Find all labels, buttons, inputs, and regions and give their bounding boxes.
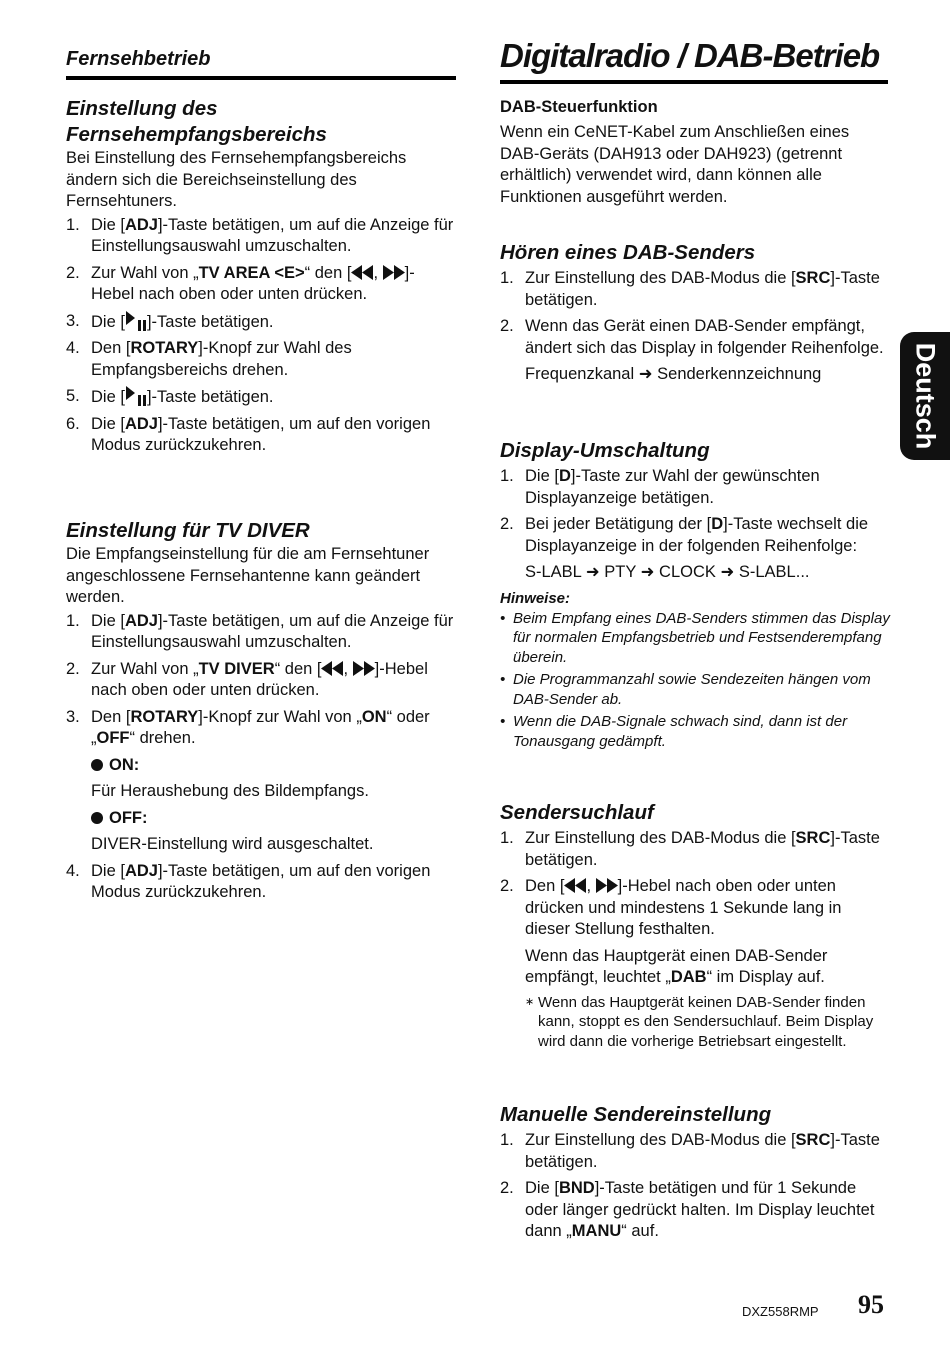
steps-list [66, 611, 456, 904]
key-label: ROTARY [130, 339, 199, 357]
step-number: 2. [500, 317, 514, 335]
section-heading: Einstellung für TV DIVER [66, 519, 310, 542]
step-number: 2. [500, 515, 514, 533]
note-item [500, 670, 890, 709]
text: Wenn das Hauptgerät einen DAB-Sender empfängt, leuchtet „ [525, 946, 828, 986]
step-number: 2. [66, 659, 80, 678]
steps-list [500, 1130, 890, 1243]
option-label: ON: [109, 755, 140, 774]
list-item [66, 386, 456, 409]
page-number: 95 [858, 1290, 884, 1319]
text: ]-Hebel nach oben oder unten drücken. [91, 659, 428, 699]
text: Zur Wahl von „ [91, 659, 199, 678]
bullet: • [500, 609, 506, 627]
text: ]-Taste betätigen. [525, 269, 880, 309]
text: ]-Knopf zur Wahl von „ [198, 707, 362, 726]
key-label: SRC [795, 829, 831, 847]
model-number: DXZ558RMP [742, 1304, 819, 1319]
section-intro: Wenn ein CeNET-Kabel zum Anschließen eines DAB-Geräts (DAH913 oder DAH923) (getrennt erhältlich) verwendet wird, dann können alle Funktionen ausgeführt werden. [500, 123, 850, 206]
section-manual-tuning [500, 1102, 890, 1248]
language-tab-label: Deutsch [910, 342, 941, 450]
text: Bei jeder Betätigung der [ [525, 515, 712, 533]
section-tv-diver [66, 518, 456, 909]
list-item [66, 338, 456, 381]
text: “ den [ [274, 659, 322, 678]
subsection-title: DAB-Steuerfunktion [500, 98, 658, 116]
section-intro: Die Empfangseinstellung für die am Fernsehtuner angeschlossene Fernsehantenne kann geändert werden. [66, 545, 430, 606]
text: ]-Taste betätigen. [525, 1131, 880, 1171]
step-number: 1. [500, 1131, 514, 1149]
step-number: 1. [66, 215, 80, 234]
rewind-icon [564, 878, 586, 893]
step-number: 2. [500, 1179, 514, 1197]
list-item [500, 1178, 890, 1243]
display-sequence: S-LABL ➜ PTY ➜ CLOCK ➜ S-LABL... [525, 563, 810, 581]
note-text: Beim Empfang eines DAB-Senders stimmen das Display für normalen Empfangsbetrieb und Festsenderempfang überein. [513, 609, 890, 666]
steps-list [500, 466, 890, 584]
step-number: 4. [66, 861, 80, 880]
key-label: ADJ [124, 611, 158, 630]
bullet: • [500, 713, 506, 730]
text: Zur Einstellung des DAB-Modus die [ [525, 1131, 796, 1149]
text: ]-Taste betätigen und für 1 Sekunde oder länger gedrückt halten. Im Display leuchtet dann „ [525, 1179, 875, 1240]
list-item [66, 707, 456, 856]
play-pause-icon [125, 386, 147, 406]
section-heading: Manuelle Sendereinstellung [500, 1103, 772, 1126]
text: , [343, 659, 349, 678]
step-number: 6. [66, 414, 80, 433]
fast-forward-icon [383, 265, 405, 280]
section-tv-area [66, 96, 456, 462]
text: ]-Hebel nach oben oder unten drücken und mindestens 1 Sekunde lang in dieser Stellung festhalten. [525, 877, 842, 938]
section-heading: Display-Umschaltung [500, 439, 710, 462]
text: Die [ [91, 611, 125, 630]
text: Zur Wahl von „ [91, 263, 199, 282]
language-tab [900, 332, 950, 460]
steps-list [500, 828, 890, 1051]
text: Den [ [525, 877, 565, 895]
step-number: 1. [500, 467, 514, 485]
step-number: 1. [500, 269, 514, 287]
step-number: 2. [66, 263, 80, 282]
key-label: D [558, 467, 571, 485]
notes-title: Hinweise: [500, 589, 571, 607]
result-text [525, 946, 890, 989]
step-number: 1. [500, 829, 514, 847]
key-label: OFF [96, 729, 130, 747]
note-item [500, 609, 890, 668]
list-item [66, 659, 456, 702]
step-number: 5. [66, 387, 80, 405]
text: Die [ [91, 312, 125, 331]
text: ]-Taste betätigen, um auf den vorigen Modus zurückzukehren. [91, 414, 431, 454]
text: Die [ [91, 215, 125, 234]
list-item [500, 268, 890, 311]
section-listen-dab [500, 240, 890, 391]
note-text: Wenn die DAB-Signale schwach sind, dann ist der Tonausgang gedämpft. [513, 713, 848, 750]
text: Den [ [91, 339, 131, 357]
text: Zur Einstellung des DAB-Modus die [ [525, 269, 796, 287]
text: ]-Taste betätigen. [146, 312, 274, 331]
text: ]-Taste betätigen, um auf die Anzeige für Einstellungsauswahl umzuschalten. [91, 611, 454, 651]
heading-line-1: Einstellung des [66, 97, 218, 120]
steps-list [66, 215, 456, 457]
left-header-title: Fernsehbetrieb [66, 46, 456, 80]
bullet-dot-icon [91, 759, 103, 771]
display-sequence: Frequenzkanal ➜ Senderkennzeichnung [525, 365, 822, 383]
steps-list [500, 268, 890, 386]
text: ]-Taste zur Wahl der gewünschten Displayanzeige betätigen. [525, 467, 820, 507]
text: , [373, 263, 379, 282]
key-label: ADJ [124, 861, 158, 880]
key-label: DAB [670, 968, 707, 986]
fast-forward-icon [353, 661, 375, 676]
right-section-header [500, 36, 888, 84]
list-item [500, 828, 890, 871]
asterisk-note [525, 993, 890, 1052]
bullet: • [500, 671, 506, 688]
option-on-text: Für Heraushebung des Bildempfangs. [91, 782, 369, 800]
asterisk: ∗ [525, 995, 535, 1008]
section-station-search [500, 800, 890, 1056]
list-item [66, 215, 456, 258]
text: ]-Hebel nach oben oder unten drücken. [91, 263, 415, 303]
key-label: ADJ [124, 414, 158, 433]
text: “ oder „ [91, 707, 430, 747]
list-item [500, 514, 890, 584]
list-item [66, 611, 456, 654]
text: ]-Taste betätigen, um auf den vorigen Modus zurückzukehren. [91, 861, 431, 901]
key-label: TV AREA <E> [198, 263, 305, 282]
section-display-switch [500, 438, 890, 754]
text: Die [ [91, 861, 125, 880]
rewind-icon [351, 265, 373, 280]
key-label: BND [558, 1179, 595, 1197]
left-section-header [66, 46, 456, 80]
text: Die [ [91, 414, 125, 433]
text: , [586, 877, 592, 895]
list-item [500, 876, 890, 1051]
section-heading [66, 96, 456, 148]
bullet-dot-icon [91, 812, 103, 824]
section-intro: Bei Einstellung des Fernsehempfangsbereichs ändern sich die Bereichseinstellung des Fernsehtuners. [66, 149, 407, 210]
list-item [66, 263, 456, 306]
list-item [500, 1130, 890, 1173]
text: “ den [ [304, 263, 352, 282]
note-text: Die Programmanzahl sowie Sendezeiten hängen vom DAB-Sender ab. [513, 671, 871, 708]
key-label: ROTARY [130, 707, 199, 726]
list-item [500, 466, 890, 509]
rewind-icon [321, 661, 343, 676]
option-on [91, 755, 456, 777]
play-pause-icon [125, 311, 147, 331]
text: ]-Taste wechselt die Displayanzeige in der folgenden Reihenfolge: [525, 515, 869, 555]
text: “ im Display auf. [706, 968, 825, 986]
heading-line-2: Fernsehempfangsbereichs [66, 123, 327, 146]
text: Den [ [91, 707, 131, 726]
note-text: Wenn das Hauptgerät keinen DAB-Sender finden kann, stoppt es den Sendersuchlauf. Beim Display wird dann die vorherige Betriebsart eingestellt. [538, 993, 874, 1050]
list-item [66, 311, 456, 334]
key-label: D [711, 515, 724, 533]
fast-forward-icon [596, 878, 618, 893]
text: ]-Taste betätigen, um auf die Anzeige für Einstellungsauswahl umzuschalten. [91, 215, 454, 255]
text: Die [ [525, 467, 559, 485]
key-label: MANU [571, 1222, 622, 1240]
text: Die [ [91, 388, 125, 406]
note-item [500, 712, 890, 751]
section-heading: Sendersuchlauf [500, 801, 654, 824]
option-off-text: DIVER-Einstellung wird ausgeschaltet. [91, 835, 374, 853]
key-label: ADJ [124, 215, 158, 234]
text: Die [ [525, 1179, 559, 1197]
key-label: TV DIVER [198, 659, 275, 678]
text: Zur Einstellung des DAB-Modus die [ [525, 829, 796, 847]
list-item [66, 861, 456, 904]
option-label: OFF: [109, 808, 148, 827]
key-label: ON [361, 707, 387, 726]
section-heading: Hören eines DAB-Senders [500, 241, 756, 264]
step-number: 2. [500, 877, 514, 895]
step-number: 3. [66, 707, 80, 726]
step-number: 4. [66, 339, 80, 357]
step-number: 3. [66, 311, 80, 330]
text: ]-Taste betätigen. [525, 829, 880, 869]
step-number: 1. [66, 611, 80, 630]
page-title: Digitalradio / DAB-Betrieb [500, 36, 888, 84]
list-item [500, 316, 890, 386]
section-dab-control [500, 96, 890, 208]
option-off [91, 808, 456, 830]
key-label: SRC [795, 269, 831, 287]
text: “ drehen. [129, 729, 196, 747]
text: ]-Taste betätigen. [146, 388, 274, 406]
key-label: SRC [795, 1131, 831, 1149]
text: ]-Knopf zur Wahl des Empfangsbereichs drehen. [91, 339, 352, 379]
text: “ auf. [621, 1222, 659, 1240]
text: Wenn das Gerät einen DAB-Sender empfängt, ändert sich das Display in folgender Reihenfolge. [525, 317, 884, 357]
list-item [66, 414, 456, 457]
